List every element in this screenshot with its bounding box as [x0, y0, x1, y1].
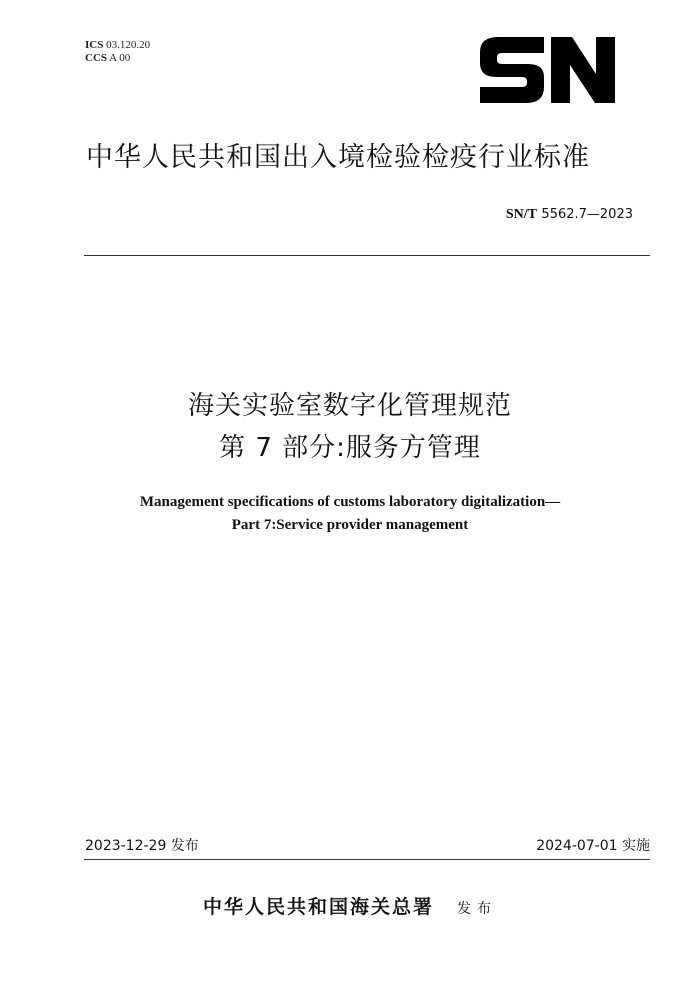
publisher-action: 发布 — [457, 901, 498, 917]
ccs-code — [85, 52, 150, 65]
sn-logo-letter-s — [480, 37, 544, 103]
ics-code — [85, 39, 150, 52]
chinese-title-line-1: 海关实验室数字化管理规范 — [187, 391, 512, 421]
ccs-value: A 00 — [109, 52, 131, 64]
chinese-title-line-2: 第 7 部分:服务方管理 — [219, 433, 481, 463]
standard-number — [506, 205, 633, 224]
standard-category: 中华人民共和国出入境检验检疫行业标准 — [86, 142, 590, 173]
ccs-label: CCS — [85, 52, 108, 64]
classification-codes — [85, 39, 150, 65]
ics-label: ICS — [85, 39, 104, 51]
bottom-divider — [84, 859, 650, 860]
issue-date: 2023-12-29 发布 — [85, 838, 199, 854]
english-title-line-2: Part 7:Service provider management — [231, 517, 469, 533]
publisher — [0, 892, 700, 919]
english-title-line-1: Management specifications of customs laboratory digitalization— — [139, 494, 561, 510]
standard-number-prefix: SN/T — [505, 207, 537, 222]
implementation-date: 2024-07-01 实施 — [536, 838, 650, 854]
sn-logo — [478, 37, 615, 103]
top-divider — [84, 255, 650, 256]
ics-value: 03.120.20 — [106, 39, 151, 51]
sn-logo-letter-n — [551, 37, 615, 103]
publisher-name: 中华人民共和国海关总署 — [202, 896, 434, 918]
standard-number-value: 5562.7—2023 — [541, 207, 633, 222]
